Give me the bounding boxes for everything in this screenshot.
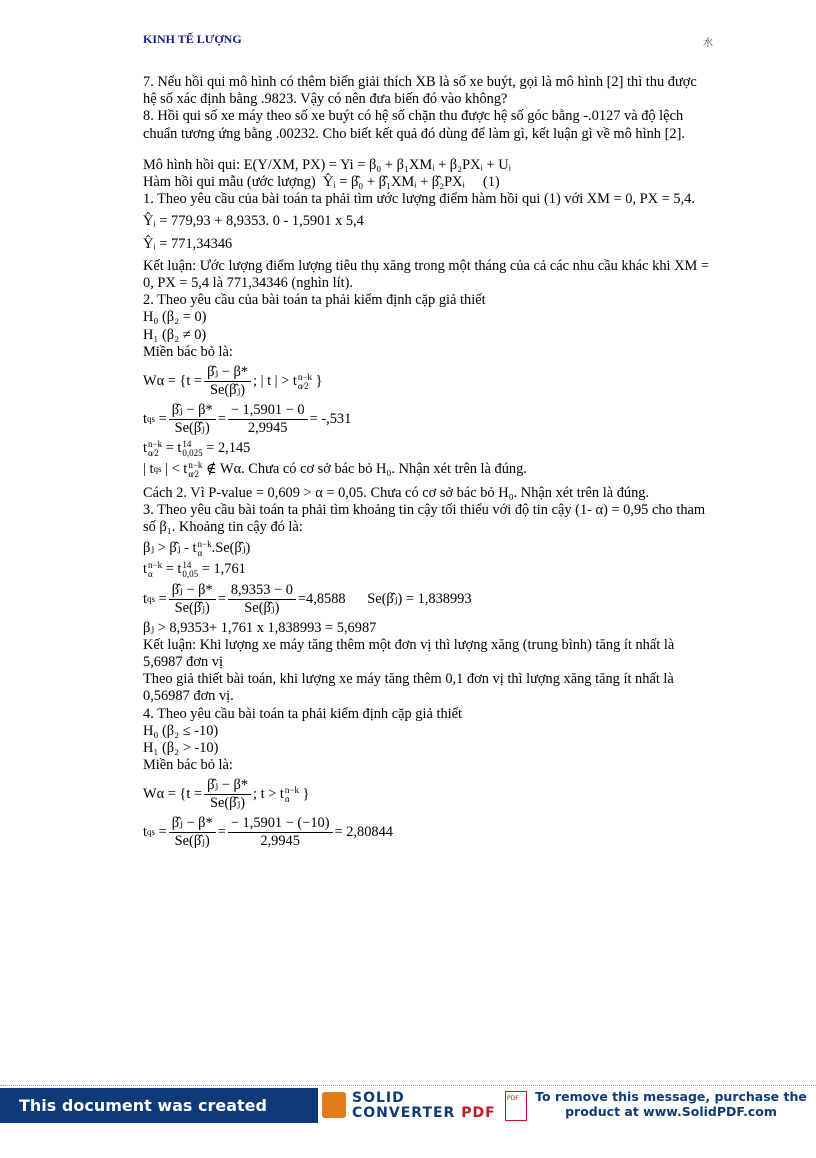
step-1-conclusion: Kết luận: Ước lượng điểm lượng tiêu thụ xăng trong một tháng của cả các nhu cầu khác khi XM = 0, PX = 5,4 là 771,34346 (nghìn lít). [143,257,710,292]
step-1: 1. Theo yêu cầu của bài toán ta phải tìm ước lượng điểm hàm hồi qui (1) với XM = 0, PX = 5,4. [143,191,695,208]
confidence-interval: βⱼ > β̂ⱼ - t n−k α .Se(β̂ⱼ) [143,538,251,558]
method-2: Cách 2. Vì P-value = 0,609 > α = 0,05. Chưa có cơ sở bác bỏ H₀. Nhận xét trên là đúng. [143,485,650,502]
rejection-region-2: Wα = {t = $\frac{\text{β̂ⱼ − β*}}{\text{Se(β̂ⱼ)}}$ ; t > t n−k α } [143,777,310,812]
solid-converter-logo: SOLID CONVERTER PDF [322,1090,522,1121]
step-2-h0: H₀ (β₂ = 0) [143,309,207,326]
step-1-result: Ŷᵢ = 771,34346 [143,235,233,252]
step-2: 2. Theo yêu cầu của bài toán ta phải kiểm định cặp giả thiết [143,292,486,309]
step-3-extra: Theo giả thiết bài toán, khi lượng xe máy tăng thêm 0,1 đơn vị thì lượng xăng tăng ít nhất là 0,56987 đơn vị. [143,671,674,705]
step-3-calc: βⱼ > 8,9353+ 1,761 x 1,838993 = 5,6987 [143,619,377,636]
critical-value-2: t n−k α = t 14 0,05 = 1,761 [143,559,246,579]
step-3: 3. Theo yêu cầu bài toán ta phải tìm khoảng tin cậy tối thiểu với độ tin cậy (1- α) = 0,95 cho tham số β₁. Khoảng tin cậy đó là: [143,502,706,536]
corner-mark: 水 [703,38,713,49]
comparison-1: | t qs | < t n−k α⁄2 ∉ Wα. Chưa có cơ sở bác bỏ H₀. Nhận xét trên là đúng. [143,460,527,480]
model-equation: Mô hình hồi qui: E(Y/XM, PX) = Yi = β₀ + β₁XMᵢ + β₂PXᵢ + Uᵢ [143,156,511,173]
question-8: 8. Hồi qui số xe máy theo số xe buýt có hệ số chặn thu được hệ số góc bằng -.0127 và độ lệch chuẩn tương ứng bằng .00232. Cho biết kết quả đó dùng để làm gì, kết luận gì về mô hình [2]. [143,108,685,142]
step-1-calc: Ŷᵢ = 779,93 + 8,9353. 0 - 1,5901 x 5,4 [143,213,364,230]
watermark-purchase-link[interactable]: To remove this message, purchase the product at www.SolidPDF.com [535,1089,807,1119]
step-4-h0: H₀ (β₂ ≤ -10) [143,722,219,739]
document-body [143,74,711,853]
step-3-conclusion: Kết luận: Khi lượng xe máy tăng thêm một đơn vị thì lượng xăng (trung bình) tăng ít nhất là 5,6987 đơn vị [143,636,675,671]
pdf-file-icon [505,1091,527,1121]
step-4: 4. Theo yêu cầu bài toán ta phải kiểm định cặp giả thiết [143,705,463,722]
watermark-created-with: This document was created using [0,1088,318,1123]
question-7: 7. Nếu hồi qui mô hình có thêm biến giải thích XB là số xe buýt, gọi là mô hình [2] thì thu được hệ số xác định bằng .9823. Vậy có nên đưa biến đó vào không? [143,74,697,108]
t-statistic-1: t qs = $\frac{\text{β̂ⱼ − β*}}{\text{Se(β̂ⱼ)}}$ = $\frac{- 1,5901 - 0}{2,9945}$ = -,531 [143,402,352,437]
critical-value-1: t n−k α⁄2 = t 14 0,025 = 2,145 [143,439,251,459]
running-header: KINH TẾ LƯỢNG [143,32,242,46]
sample-regression: Hàm hồi qui mẫu (ước lượng) Ŷᵢ = β̂₀ + β̂₁XMᵢ + β̂₂PXᵢ (1) [143,174,500,191]
rejection-region-1: Wα = {t = $\frac{\text{β̂ⱼ − β*}}{\text{Se(β̂ⱼ)}}$ ; | t | > t n−k α⁄2 } [143,364,323,399]
logo-badge-icon [322,1092,346,1118]
fraction: $\frac{\text{β̂ⱼ − β*}}{\text{Se(β̂ⱼ)}}$ [204,364,251,399]
step-2-h1: H₁ (β₂ ≠ 0) [143,326,207,343]
rejection-label-1: Miền bác bỏ là: [143,343,233,360]
t-statistic-2: t qs = $\frac{\text{β̂ⱼ − β*}}{\text{Se(β̂ⱼ)}}$ = $\frac{8,9353 - 0}{\text{Se(β̂ⱼ)}}$ =4,8588 Se(β̂ⱼ) = 1,838993 [143,581,472,616]
step-4-h1: H₁ (β₂ > -10) [143,740,219,757]
rejection-label-2: Miền bác bỏ là: [143,757,233,774]
t-statistic-3: t qs = $\frac{\text{β̂ⱼ − β*}}{\text{Se(β̂ⱼ)}}$ = $\frac{- 1,5901 - (-10)}{2,9945}$ = 2,80844 [143,815,393,850]
